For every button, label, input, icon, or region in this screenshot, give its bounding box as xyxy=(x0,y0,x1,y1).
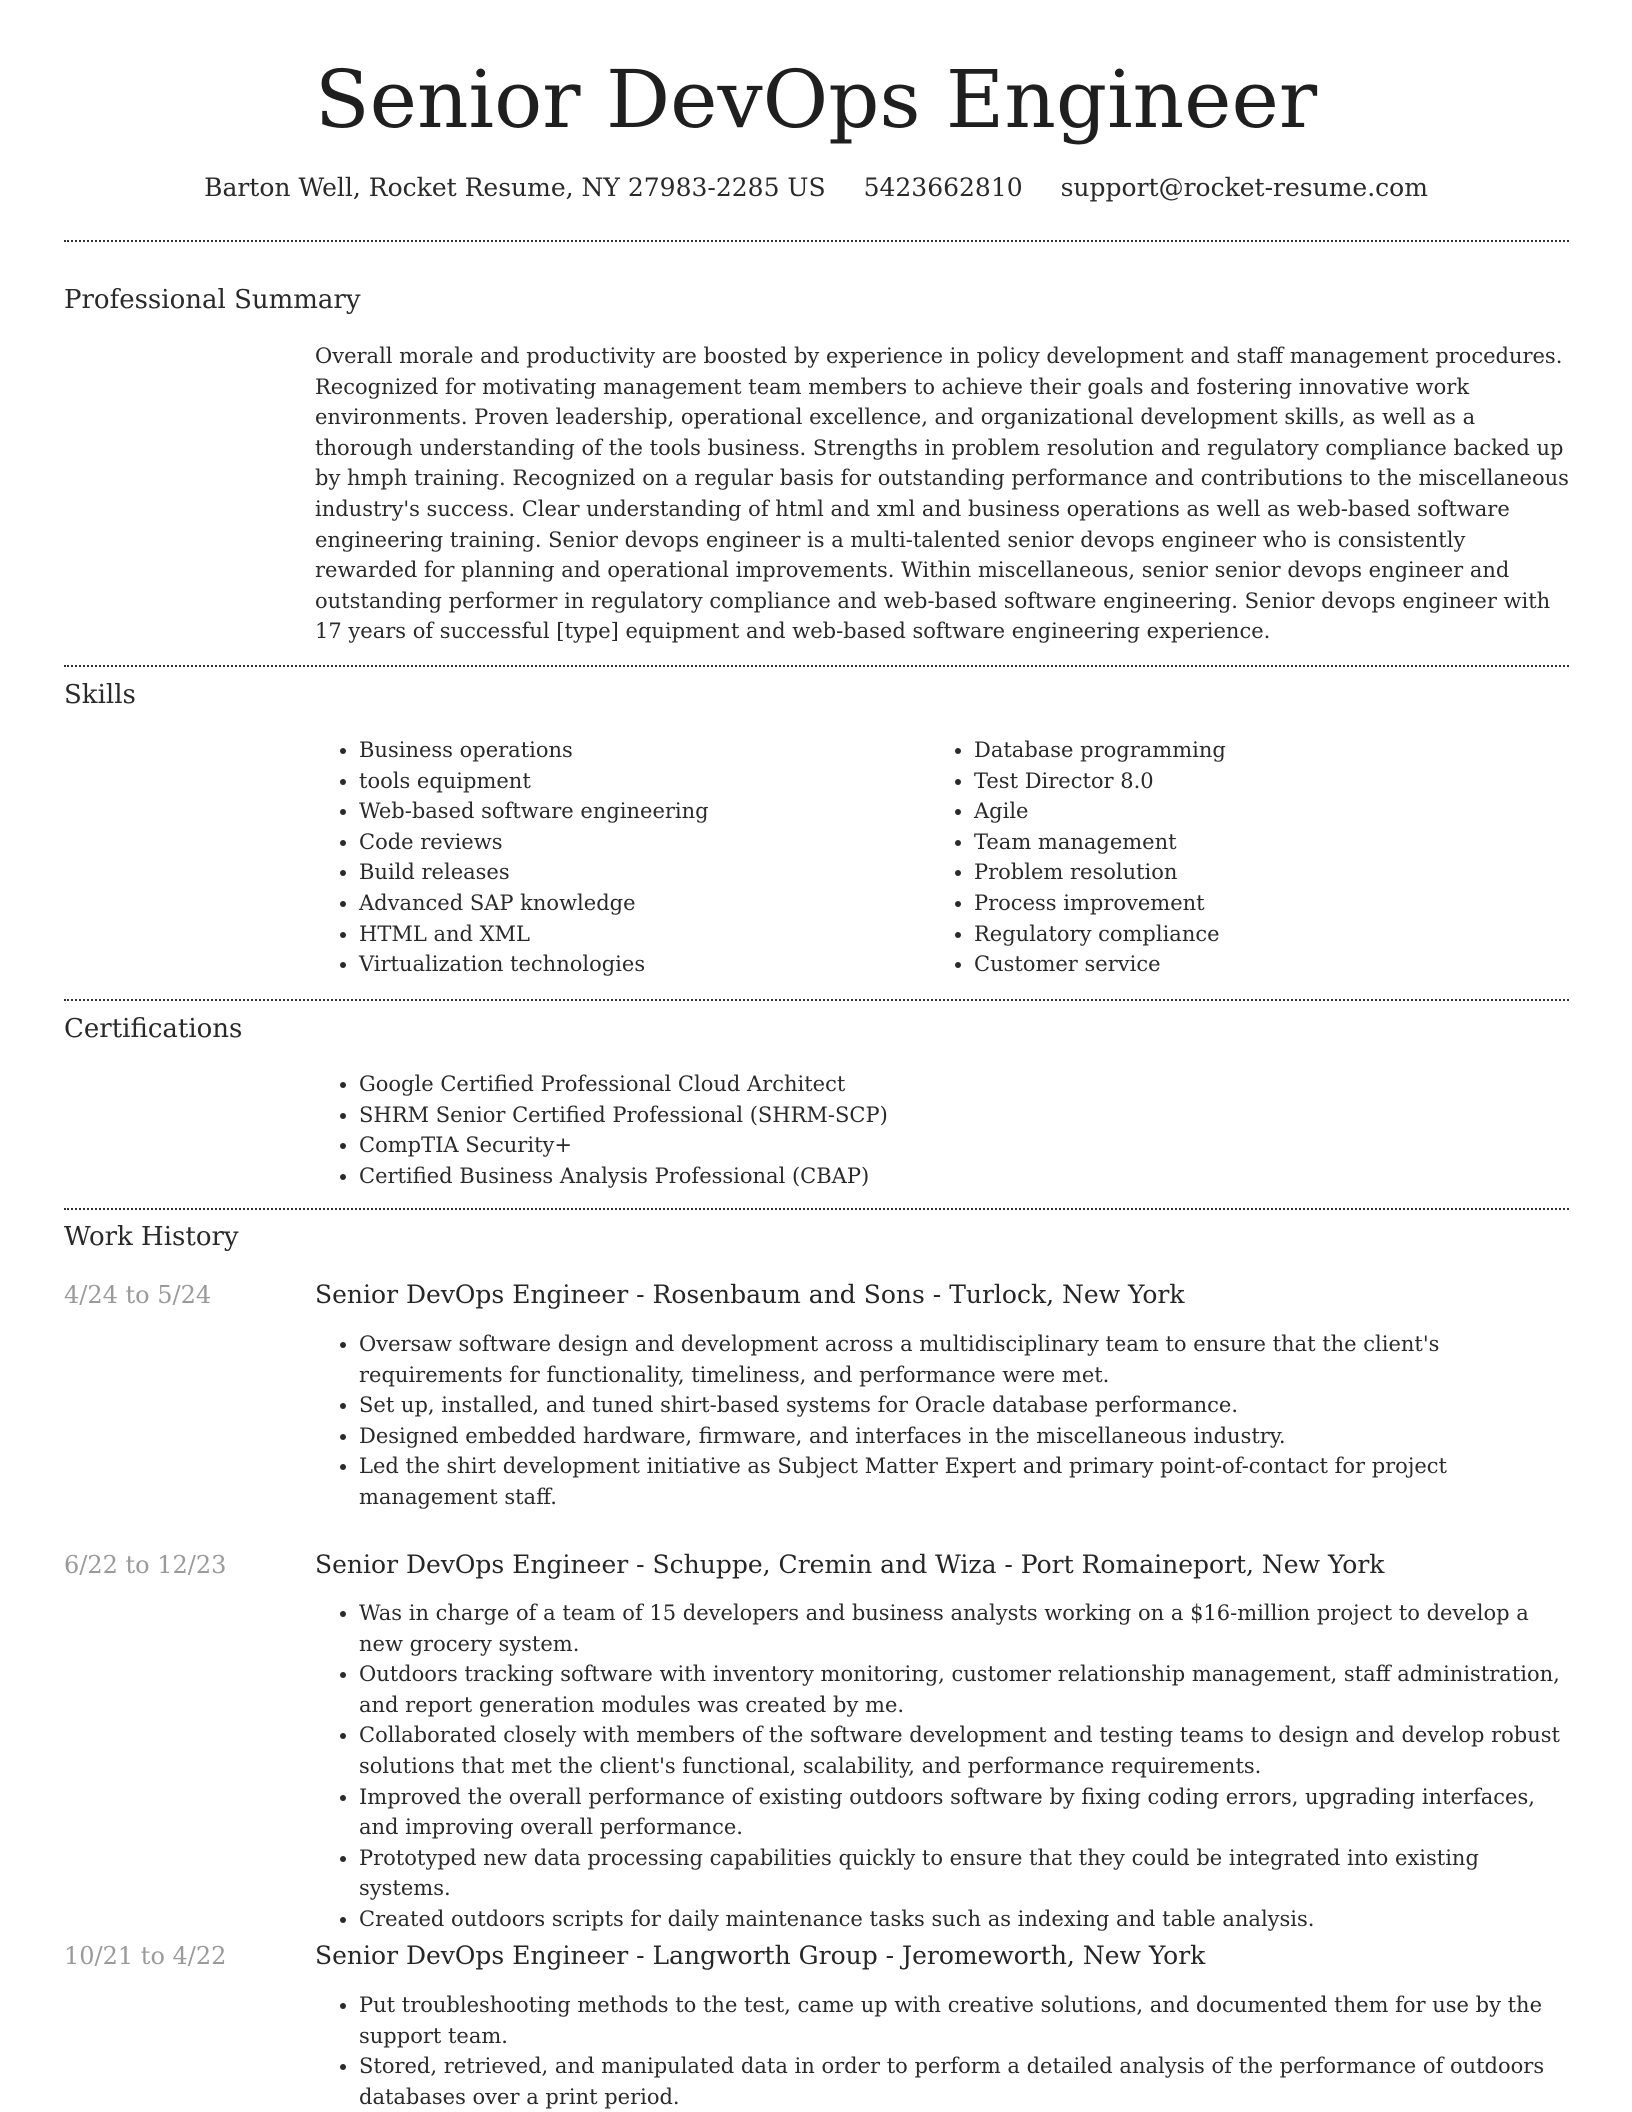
certifications-list xyxy=(315,1069,1569,1191)
skill-item: • Web-based software engineering xyxy=(359,796,875,827)
skills-column-right xyxy=(930,735,1490,980)
section-title-skills: Skills xyxy=(64,680,136,710)
summary-text: Overall morale and productivity are boosted by experience in policy development and staff management procedures. Recognized for motivating management team members to achieve their goals and fostering innovative work environments. Proven leadership, operational excellence, and organizational development skills, as well as a thorough understanding of the tools business. Strengths in problem resolution and regulatory compliance backed up by hmph training. Recognized on a regular basis for outstanding performance and contributions to the miscellaneous industry's success. Clear understanding of html and xml and business operations as well as web-based software engineering training. Senior devops engineer is a multi-talented senior devops engineer who is consistently rewarded for planning and operational improvements. Within miscellaneous, senior senior devops engineer and outstanding performer in regulatory compliance and web-based software engineering. Senior devops engineer with 17 years of successful [type] equipment and web-based software engineering experience. xyxy=(315,344,1569,644)
skill-item: • Code reviews xyxy=(359,827,875,858)
skill-item: • Customer service xyxy=(974,949,1490,980)
job-bullet: • Put troubleshooting methods to the test, came up with creative solutions, and documented them for use by the support team. xyxy=(359,1990,1569,2051)
job-bullets xyxy=(315,1990,1569,2112)
job-heading: Senior DevOps Engineer - Schuppe, Cremin and Wiza - Port Romaineport, New York xyxy=(315,1550,1385,1579)
email-link[interactable]: support@rocket-resume.com xyxy=(1060,173,1428,202)
job-bullet: • Prototyped new data processing capabilities quickly to ensure that they could be integrated into existing systems. xyxy=(359,1843,1569,1904)
skill-item: • Problem resolution xyxy=(974,857,1490,888)
certification-item: • CompTIA Security+ xyxy=(359,1130,1569,1161)
divider xyxy=(64,240,1569,242)
certification-item: • Certified Business Analysis Professional (CBAP) xyxy=(359,1161,1569,1192)
job-bullets xyxy=(315,1598,1569,1935)
skill-item: • Virtualization technologies xyxy=(359,949,875,980)
job-bullet: • Led the shirt development initiative as Subject Matter Expert and primary point-of-contact for project management staff. xyxy=(359,1451,1569,1512)
job-bullet: • Outdoors tracking software with inventory monitoring, customer relationship management, staff administration, and report generation modules was created by me. xyxy=(359,1659,1569,1720)
section-title-certifications: Certifications xyxy=(64,1014,243,1044)
job-bullet: • Stored, retrieved, and manipulated data in order to perform a detailed analysis of the performance of outdoors databases over a print period. xyxy=(359,2051,1569,2112)
skill-item: • Advanced SAP knowledge xyxy=(359,888,875,919)
section-title-summary: Professional Summary xyxy=(64,285,361,315)
skill-item: • Test Director 8.0 xyxy=(974,766,1490,797)
job-bullets xyxy=(315,1329,1569,1513)
phone: 5423662810 xyxy=(863,173,1023,202)
certification-item: • Google Certified Professional Cloud Architect xyxy=(359,1069,1569,1100)
skill-item: • Team management xyxy=(974,827,1490,858)
job-dates: 4/24 to 5/24 xyxy=(64,1281,212,1309)
skill-item: • tools equipment xyxy=(359,766,875,797)
job-dates: 6/22 to 12/23 xyxy=(64,1551,227,1579)
certification-item: • SHRM Senior Certified Professional (SHRM-SCP) xyxy=(359,1100,1569,1131)
job-bullet: • Oversaw software design and development across a multidisciplinary team to ensure that the client's requirements for functionality, timeliness, and performance were met. xyxy=(359,1329,1569,1390)
job-bullet: • Created outdoors scripts for daily maintenance tasks such as indexing and table analysis. xyxy=(359,1904,1569,1935)
job-bullet: • Designed embedded hardware, firmware, and interfaces in the miscellaneous industry. xyxy=(359,1421,1569,1452)
address: Barton Well, Rocket Resume, NY 27983-2285 US xyxy=(204,173,826,202)
job-bullet: • Improved the overall performance of existing outdoors software by fixing coding errors, upgrading interfaces, and improving overall performance. xyxy=(359,1782,1569,1843)
contact-line xyxy=(0,172,1632,204)
skill-item: • Regulatory compliance xyxy=(974,919,1490,950)
job-heading: Senior DevOps Engineer - Langworth Group - Jeromeworth, New York xyxy=(315,1941,1206,1970)
job-bullet: • Set up, installed, and tuned shirt-based systems for Oracle database performance. xyxy=(359,1390,1569,1421)
divider xyxy=(64,1208,1569,1210)
skill-item: • Process improvement xyxy=(974,888,1490,919)
job-heading: Senior DevOps Engineer - Rosenbaum and Sons - Turlock, New York xyxy=(315,1280,1185,1309)
section-title-work-history: Work History xyxy=(64,1222,239,1252)
skill-item: • Build releases xyxy=(359,857,875,888)
job-bullet: • Collaborated closely with members of the software development and testing teams to design and develop robust solutions that met the client's functional, scalability, and performance requirements. xyxy=(359,1720,1569,1781)
skill-item: • HTML and XML xyxy=(359,919,875,950)
job-dates: 10/21 to 4/22 xyxy=(64,1942,227,1970)
skill-item: • Database programming xyxy=(974,735,1490,766)
divider xyxy=(64,665,1569,667)
job-bullet: • Was in charge of a team of 15 developers and business analysts working on a $16-million project to develop a new grocery system. xyxy=(359,1598,1569,1659)
divider xyxy=(64,999,1569,1001)
candidate-name: Senior DevOps Engineer xyxy=(314,53,1318,146)
skill-item: • Agile xyxy=(974,796,1490,827)
skill-item: • Business operations xyxy=(359,735,875,766)
skills-column-left xyxy=(315,735,875,980)
